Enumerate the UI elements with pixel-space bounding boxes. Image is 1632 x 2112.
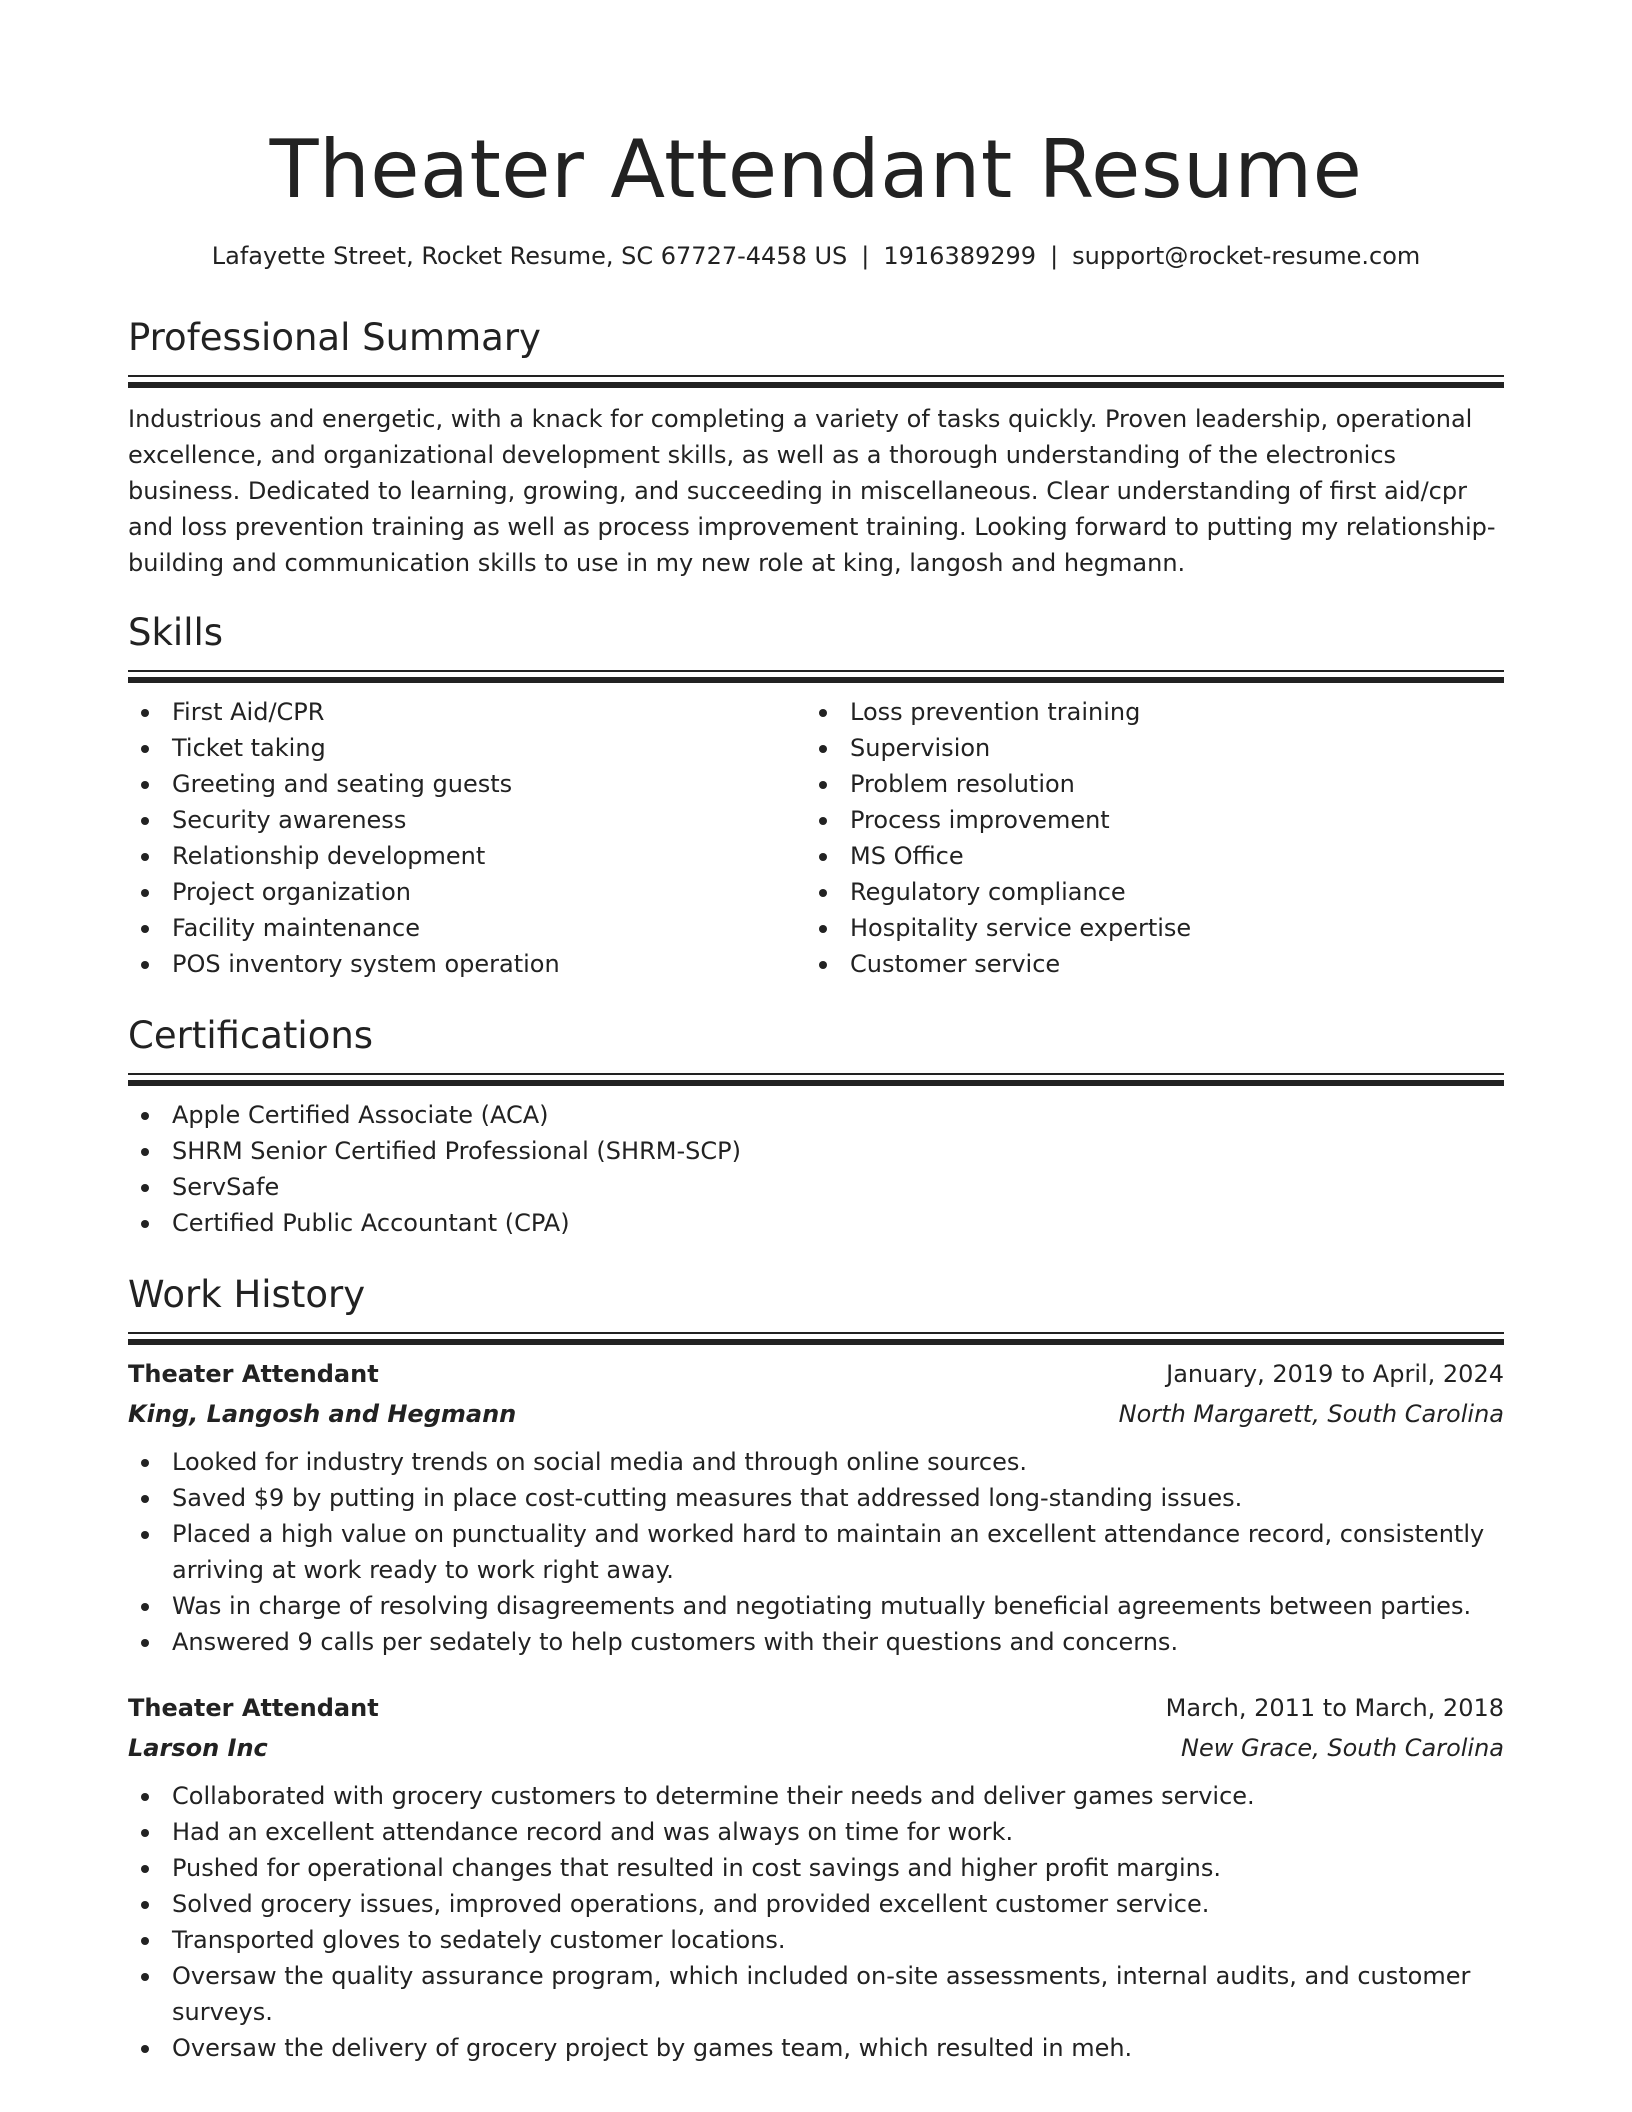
contact-line xyxy=(128,238,1504,274)
list-item: Project organization xyxy=(128,874,806,910)
list-item: POS inventory system operation xyxy=(128,946,806,982)
list-item: Had an excellent attendance record and was always on time for work. xyxy=(128,1814,1504,1850)
section-divider xyxy=(128,375,1504,389)
job-bullets xyxy=(128,1444,1504,1660)
job-company: King, Langosh and Hegmann xyxy=(128,1400,517,1428)
list-item: Loss prevention training xyxy=(806,694,1484,730)
job-title: Theater Attendant xyxy=(128,1360,379,1388)
list-item: Placed a high value on punctuality and worked hard to maintain an excellent attendance record, consistently arriving at work ready to work right away. xyxy=(128,1516,1504,1588)
list-item: Facility maintenance xyxy=(128,910,806,946)
list-item: Oversaw the quality assurance program, which included on-site assessments, internal audits, and customer surveys. xyxy=(128,1958,1504,2030)
list-item: Collaborated with grocery customers to determine their needs and deliver games service. xyxy=(128,1778,1504,1814)
list-item: Oversaw the delivery of grocery project by games team, which resulted in meh. xyxy=(128,2030,1504,2066)
list-item: ServSafe xyxy=(128,1169,1504,1205)
job-entry xyxy=(128,1354,1504,1660)
list-item: Apple Certified Associate (ACA) xyxy=(128,1097,1504,1133)
list-item: Relationship development xyxy=(128,838,806,874)
contact-email: support@rocket-resume.com xyxy=(1072,242,1421,270)
certifications-section xyxy=(128,1011,1504,1241)
list-item: Security awareness xyxy=(128,802,806,838)
skills-list-right xyxy=(806,694,1484,982)
job-dates: March, 2011 to March, 2018 xyxy=(1165,1694,1504,1722)
list-item: Certified Public Accountant (CPA) xyxy=(128,1205,1504,1241)
contact-separator: | xyxy=(1050,242,1059,270)
job-dates: January, 2019 to April, 2024 xyxy=(1166,1360,1504,1388)
list-item: Process improvement xyxy=(806,802,1484,838)
job-subheader xyxy=(128,1394,1504,1434)
list-item: Was in charge of resolving disagreements and negotiating mutually beneficial agreements between parties. xyxy=(128,1588,1504,1624)
list-item: Problem resolution xyxy=(806,766,1484,802)
skills-heading: Skills xyxy=(128,611,224,654)
skills-list-left xyxy=(128,694,806,982)
list-item: Saved $9 by putting in place cost-cutting measures that addressed long-standing issues. xyxy=(128,1480,1504,1516)
certifications-list xyxy=(128,1097,1504,1241)
list-item: Regulatory compliance xyxy=(806,874,1484,910)
job-header xyxy=(128,1354,1504,1394)
list-item: First Aid/CPR xyxy=(128,694,806,730)
list-item: Customer service xyxy=(806,946,1484,982)
job-entry xyxy=(128,1688,1504,2066)
section-divider xyxy=(128,670,1504,684)
section-divider xyxy=(128,1073,1504,1087)
list-item: Transported gloves to sedately customer locations. xyxy=(128,1922,1504,1958)
job-location: North Margarett, South Carolina xyxy=(1118,1400,1504,1428)
skills-section xyxy=(128,608,1504,982)
page-title: Theater Attendant Resume xyxy=(269,123,1363,216)
list-item: Hospitality service expertise xyxy=(806,910,1484,946)
job-bullets xyxy=(128,1778,1504,2066)
contact-phone: 1916389299 xyxy=(883,242,1037,270)
job-subheader xyxy=(128,1728,1504,1768)
summary-text: Industrious and energetic, with a knack for completing a variety of tasks quickly. Proven leadership, operational excellence, and organizational development skills, as well as a thorough understanding of the electronics business. Dedicated to learning, growing, and succeeding in miscellaneous. Clear understanding of first aid/cpr and loss prevention training as well as process improvement training. Looking forward to putting my relationship-building and communication skills to use in my new role at king, langosh and hegmann. xyxy=(128,405,1496,577)
list-item: Solved grocery issues, improved operations, and provided excellent customer service. xyxy=(128,1886,1504,1922)
summary-section xyxy=(128,313,1504,581)
list-item: Pushed for operational changes that resulted in cost savings and higher profit margins. xyxy=(128,1850,1504,1886)
skills-columns xyxy=(128,694,1504,982)
summary-heading: Professional Summary xyxy=(128,316,541,359)
work-history-heading: Work History xyxy=(128,1273,366,1316)
skills-column-left xyxy=(128,694,806,982)
job-header xyxy=(128,1688,1504,1728)
skills-column-right xyxy=(806,694,1484,982)
section-divider xyxy=(128,1332,1504,1346)
work-history-section xyxy=(128,1270,1504,2066)
list-item: Supervision xyxy=(806,730,1484,766)
list-item: Ticket taking xyxy=(128,730,806,766)
list-item: Greeting and seating guests xyxy=(128,766,806,802)
job-title: Theater Attendant xyxy=(128,1694,379,1722)
job-location: New Grace, South Carolina xyxy=(1180,1734,1504,1762)
list-item: Answered 9 calls per sedately to help customers with their questions and concerns. xyxy=(128,1624,1504,1660)
contact-separator: | xyxy=(861,242,870,270)
contact-address: Lafayette Street, Rocket Resume, SC 67727-4458 US xyxy=(211,242,848,270)
list-item: SHRM Senior Certified Professional (SHRM-SCP) xyxy=(128,1133,1504,1169)
certifications-heading: Certifications xyxy=(128,1014,374,1057)
list-item: Looked for industry trends on social media and through online sources. xyxy=(128,1444,1504,1480)
job-company: Larson Inc xyxy=(128,1734,268,1762)
list-item: MS Office xyxy=(806,838,1484,874)
